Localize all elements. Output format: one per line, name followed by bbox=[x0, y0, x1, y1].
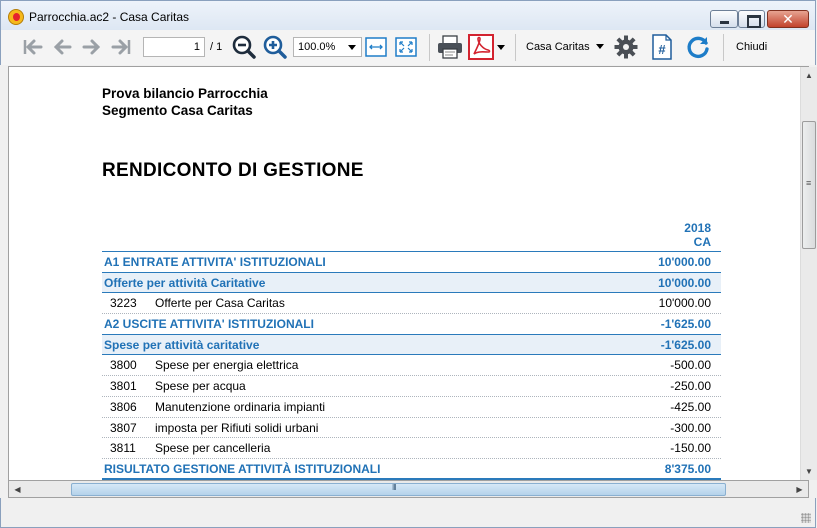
minimize-button[interactable] bbox=[710, 10, 738, 28]
amount-value: -300.00 bbox=[670, 420, 711, 435]
arrow-right-icon bbox=[81, 36, 103, 58]
scroll-right-icon[interactable]: ▶ bbox=[796, 484, 803, 494]
vertical-scrollbar[interactable] bbox=[800, 67, 817, 480]
first-page-button[interactable] bbox=[21, 34, 43, 60]
group-description: Offerte per attività Caritative bbox=[104, 275, 266, 290]
fit-page-button[interactable] bbox=[395, 34, 417, 60]
scroll-left-icon[interactable]: ◀ bbox=[14, 484, 21, 494]
group-description: A1 ENTRATE ATTIVITA' ISTITUZIONALI bbox=[104, 255, 326, 269]
app-logo-icon bbox=[8, 9, 24, 25]
refresh-icon bbox=[685, 34, 711, 60]
refresh-button[interactable] bbox=[685, 34, 711, 60]
previous-page-button[interactable] bbox=[51, 34, 73, 60]
table-header-row bbox=[102, 252, 721, 273]
window-title: Parrocchia.ac2 - Casa Caritas bbox=[29, 10, 190, 24]
amount-value: -1'625.00 bbox=[660, 337, 711, 352]
column-type-header: CA bbox=[693, 235, 711, 249]
account-description: Spese per cancelleria bbox=[155, 441, 271, 456]
scroll-up-icon[interactable]: ▲ bbox=[805, 71, 813, 80]
settings-button[interactable] bbox=[614, 34, 638, 60]
vertical-scroll-thumb[interactable] bbox=[802, 121, 816, 249]
scroll-down-icon[interactable]: ▼ bbox=[805, 467, 813, 476]
svg-text:#: # bbox=[658, 42, 666, 57]
group-description: Spese per attività caritative bbox=[104, 337, 260, 352]
zoom-select[interactable] bbox=[293, 37, 362, 57]
table-sub-row bbox=[102, 273, 721, 294]
table-header-row bbox=[102, 314, 721, 335]
group-description: A2 USCITE ATTIVITA' ISTITUZIONALI bbox=[104, 317, 314, 332]
account-code: 3806 bbox=[110, 399, 137, 414]
print-button[interactable] bbox=[437, 34, 463, 60]
amount-value: -500.00 bbox=[670, 358, 711, 373]
account-description: Spese per energia elettrica bbox=[155, 358, 299, 373]
page-number-input[interactable]: 1 bbox=[143, 37, 205, 57]
account-description: imposta per Rifiuti solidi urbani bbox=[155, 420, 319, 435]
table-row bbox=[102, 376, 721, 397]
report-table bbox=[102, 252, 721, 480]
amount-value: 8'375.00 bbox=[664, 461, 711, 476]
column-year-header: 2018 bbox=[684, 221, 711, 235]
close-icon: ✕ bbox=[782, 11, 794, 27]
close-window-button[interactable] bbox=[767, 10, 809, 28]
table-row bbox=[102, 397, 721, 418]
toolbar bbox=[0, 30, 816, 65]
group-description: RISULTATO GESTIONE ATTIVITÀ ISTITUZIONALI bbox=[104, 461, 381, 476]
zoom-out-icon bbox=[232, 35, 256, 59]
pdf-options-dropdown[interactable] bbox=[495, 34, 507, 60]
amount-value: 10'000.00 bbox=[658, 296, 711, 311]
fit-page-icon bbox=[395, 36, 417, 58]
arrow-left-icon bbox=[51, 36, 73, 58]
printer-icon bbox=[437, 35, 463, 59]
amount-value: 10'000.00 bbox=[658, 275, 711, 290]
account-code: 3223 bbox=[110, 296, 137, 311]
status-bar bbox=[0, 498, 816, 528]
table-row bbox=[102, 293, 721, 314]
zoom-value: 100.0% bbox=[298, 41, 336, 53]
horizontal-scrollbar[interactable] bbox=[8, 481, 809, 498]
page-total-label: / 1 bbox=[210, 41, 223, 53]
resize-grip-icon[interactable] bbox=[801, 513, 811, 523]
account-description: Manutenzione ordinaria impianti bbox=[155, 399, 326, 414]
segment-selector[interactable]: Casa Caritas bbox=[526, 41, 590, 53]
zoom-in-button[interactable] bbox=[263, 34, 287, 60]
report-header-line2: Segmento Casa Caritas bbox=[102, 103, 253, 118]
horizontal-scroll-thumb[interactable] bbox=[71, 483, 726, 496]
table-result-row bbox=[102, 459, 721, 480]
chevron-down-icon[interactable] bbox=[596, 44, 604, 49]
chevron-down-icon bbox=[348, 45, 356, 50]
report-preview[interactable] bbox=[8, 66, 813, 481]
export-pdf-button[interactable] bbox=[468, 34, 494, 60]
account-code: 3811 bbox=[110, 441, 136, 456]
report-page bbox=[9, 67, 799, 480]
maximize-button[interactable] bbox=[738, 10, 765, 28]
last-page-button[interactable] bbox=[111, 34, 133, 60]
gear-icon bbox=[614, 35, 638, 59]
title-bar bbox=[0, 0, 816, 30]
account-description: Offerte per Casa Caritas bbox=[155, 296, 285, 311]
table-row bbox=[102, 438, 721, 459]
amount-value: -250.00 bbox=[670, 379, 711, 394]
last-page-icon bbox=[111, 36, 133, 58]
report-title: RENDICONTO DI GESTIONE bbox=[102, 160, 364, 181]
pdf-icon bbox=[468, 34, 494, 60]
amount-value: -150.00 bbox=[670, 441, 711, 456]
account-code: 3801 bbox=[110, 379, 137, 394]
account-code: 3800 bbox=[110, 358, 137, 373]
table-row bbox=[102, 355, 721, 376]
zoom-out-button[interactable] bbox=[232, 34, 256, 60]
table-sub-row bbox=[102, 335, 721, 356]
amount-value: -1'625.00 bbox=[660, 317, 711, 332]
next-page-button[interactable] bbox=[81, 34, 103, 60]
account-code: 3807 bbox=[110, 420, 137, 435]
close-button[interactable]: Chiudi bbox=[736, 41, 768, 53]
report-header-line1: Prova bilancio Parrocchia bbox=[102, 86, 268, 101]
amount-value: -425.00 bbox=[670, 399, 711, 414]
table-row bbox=[102, 418, 721, 439]
first-page-icon bbox=[21, 36, 43, 58]
chevron-down-icon bbox=[497, 45, 505, 50]
page-number-button[interactable] bbox=[651, 34, 673, 60]
fit-width-icon bbox=[365, 36, 387, 58]
account-description: Spese per acqua bbox=[155, 379, 246, 394]
zoom-in-icon bbox=[263, 35, 287, 59]
amount-value: 10'000.00 bbox=[658, 255, 711, 269]
fit-width-button[interactable] bbox=[365, 34, 387, 60]
document-hash-icon bbox=[651, 34, 673, 60]
